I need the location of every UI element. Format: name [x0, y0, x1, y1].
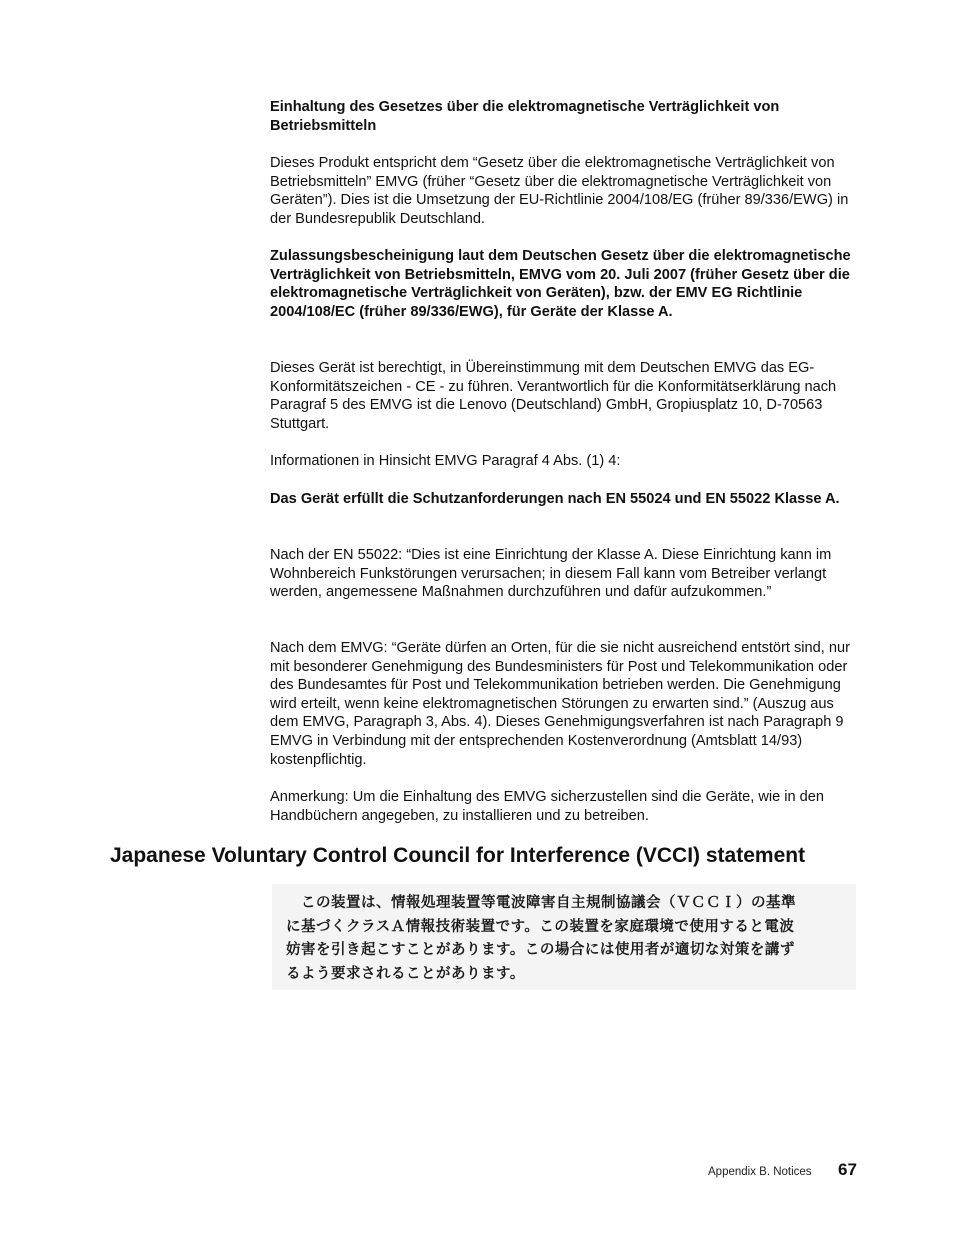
- vcci-section-title: Japanese Voluntary Control Council for Interference (VCCI) statement: [110, 844, 806, 867]
- footer-section-label: Appendix B. Notices: [708, 1166, 812, 1178]
- emvg-approval-paragraph: Nach dem EMVG: “Geräte dürfen an Orten, für die sie nicht ausreichend entstört sind, nur mit besonderer Genehmigung des Bundesministers für Post und Telekommunikation oder des Bundesamtes für Post und Telekommunikation betrieben werden. Die Genehmigung wird erteilt, wenn keine elektromagnetischen Störungen zu erwarten sind.” (Auszug aus dem EMVG, Paragraph 3, Abs. 4). Dieses Genehmigungsverfahren ist nach Paragraph 9 EMVG in Verbindung mit der entsprechenden Kostenverordnung (Amtsblatt 14/93) kostenpflichtig.: [270, 640, 850, 768]
- en55022-heading: Das Gerät erfüllt die Schutzanforderungen nach EN 55024 und EN 55022 Klasse A.: [270, 491, 840, 507]
- page-number: 67: [838, 1160, 857, 1179]
- emvg-paragraph: Dieses Produkt entspricht dem “Gesetz über die elektromagnetische Verträglichkeit von Betriebsmitteln” EMVG (früher “Gesetz über die elektromagnetische Verträglichkeit von Geräten”). Dies ist die Umsetzung der EU-Richtlinie 2004/108/EG (früher 89/336/EWG) in der Bundesrepublik Deutschland.: [270, 155, 849, 227]
- en55022-paragraph: Nach der EN 55022: “Dies ist eine Einrichtung der Klasse A. Diese Einrichtung kann im Wohnbereich Funkstörungen verursachen; in diesem Fall kann vom Betreiber verlangt werden, angemessene Maßnahmen durchzuführen und dafür aufzukommen.”: [270, 547, 832, 601]
- vcci-line: この装置は、情報処理装置等電波障害自主規制協議会（ＶＣＣＩ）の基準: [286, 895, 796, 911]
- vcci-line: 妨害を引き起こすことがあります。この場合には使用者が適切な対策を講ず: [286, 942, 795, 958]
- vcci-statement-image: [272, 884, 856, 990]
- vcci-line: るよう要求されることがあります。: [286, 965, 525, 982]
- ce-marking-paragraph: Dieses Gerät ist berechtigt, in Übereinstimmung mit dem Deutschen EMVG das EG-Konformitätszeichen - CE - zu führen. Verantwortlich für die Konformitätserklärung nach Paragraf 5 des EMVG ist die Lenovo (Deutschland) GmbH, Gropiusplatz 10, D-70563 Stuttgart.: [270, 360, 837, 432]
- vcci-line: に基づくクラスＡ情報技術装置です。この装置を家庭環境で使用すると電波: [286, 918, 795, 935]
- approval-heading: Zulassungsbescheinigung laut dem Deutschen Gesetz über die elektromagnetische Verträglichkeit von Betriebsmitteln, EMVG vom 20. Juli 2007 (früher Gesetz über die elektromagnetische Verträglichkeit von Geräten), bzw. der EMV EG Richtlinie 2004/108/EC (früher 89/336/EWG), für Geräte der Klasse A.: [270, 248, 851, 320]
- note-paragraph: Anmerkung: Um die Einhaltung des EMVG sicherzustellen sind die Geräte, wie in den Handbüchern angegeben, zu installieren und zu betreiben.: [270, 789, 825, 824]
- emvg-heading: Einhaltung des Gesetzes über die elektromagnetische Verträglichkeit von Betriebsmitteln: [270, 99, 780, 134]
- emvg-info-paragraph: Informationen in Hinsicht EMVG Paragraf 4 Abs. (1) 4:: [270, 453, 621, 469]
